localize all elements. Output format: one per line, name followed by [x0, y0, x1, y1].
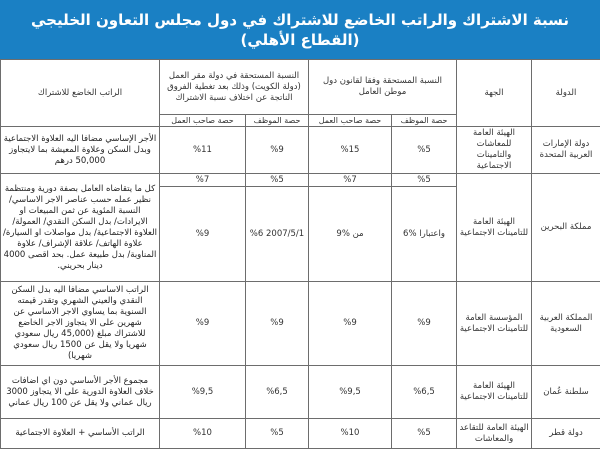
header-kuwait-rate: النسبة المستحقة في دولة مقر العمل (دولة الكويت) وذلك بعد تغطية الفروق الناتجة عن اختلاف نسبة الاشتراك	[160, 60, 309, 115]
country-cell: دولة قطر	[532, 419, 600, 449]
entity-cell: الهيئة العامة للتامينات الاجتماعية	[457, 174, 532, 282]
table-row	[1, 127, 600, 174]
table-row	[1, 419, 600, 449]
title-line-1: نسبة الاشتراك والراتب الخاضع للاشتراك في دول مجلس التعاون الخليجي	[31, 10, 569, 30]
header-salary: الراتب الخاضع للاشتراك	[1, 60, 160, 127]
entity-cell: المؤسسة العامة للتامينات الاجتماعية	[457, 282, 532, 366]
header-kw-employee: حصة الموظف	[246, 115, 309, 127]
country-cell: دولة الإمارات العربية المتحدة	[532, 127, 600, 174]
entity-cell: الهيئة العامة للتقاعد والمعاشات	[457, 419, 532, 449]
home-employee-cell: %6,5	[392, 366, 457, 419]
salary-cell: كل ما يتقاضاه العامل بصفة دورية ومنتظمة نظير عمله حسب عناصر الاجر الاساسي/ النسبة المئوية عن ثمن المبيعات او الايرادات/ بدل السكن النقدي/ العمولة/ العلاوة الاجتماعية/ بدل مواصلات او السيارة/ علاوة الهاتف/ علاقة الإشراف/ علاوة المناوبة/ بدل طبيعة عمل. بحد اقصى 4000 دينار بحريني.	[1, 174, 160, 282]
header-country: الدولة	[532, 60, 600, 127]
kw-employer-cell: %9,5	[160, 366, 246, 419]
kw-employee-cell: %5	[246, 174, 309, 187]
home-employee-cell: %5	[392, 174, 457, 187]
kw-employee-cell: %5	[246, 419, 309, 449]
kw-employer-cell: %9	[160, 282, 246, 366]
home-employee-cell: %5	[392, 127, 457, 174]
kw-employee-cell: %6,5	[246, 366, 309, 419]
header-kw-employer: حصة صاحب العمل	[160, 115, 246, 127]
header-home-employer: حصة صاحب العمل	[309, 115, 392, 127]
contribution-table	[0, 59, 600, 449]
home-employee-cell: %5	[392, 419, 457, 449]
country-cell: المملكة العربية السعودية	[532, 282, 600, 366]
entity-cell: الهيئة العامة للتامينات الاجتماعية	[457, 366, 532, 419]
home-employee-cell: واعتبارا %6	[392, 187, 457, 282]
table-row	[1, 174, 600, 187]
kw-employee-cell: %9	[246, 282, 309, 366]
country-cell: سلطنة عُمان	[532, 366, 600, 419]
header-home-employee: حصة الموظف	[392, 115, 457, 127]
salary-cell: الراتب الأساسي + العلاوة الاجتماعية	[1, 419, 160, 449]
home-employer-cell: %9	[309, 282, 392, 366]
salary-cell: الراتب الاساسي مضافا اليه بدل السكن النقدي والعيني الشهري وتقدر قيمته السنوية بما يساوي الاجر الاساسي عن شهرين على الا يتجاوز الاجر الخاضع للاشتراك مبلغ (45,000 ريال سعودي شهريا ولا يقل عن 1500 ريال سعودي شهريا)	[1, 282, 160, 366]
table-row	[1, 366, 600, 419]
header-home-rate: النسبة المستحقة وفقا لقانون دول موطن العامل	[309, 60, 457, 115]
table-row	[1, 282, 600, 366]
header-entity: الجهة	[457, 60, 532, 127]
kw-employer-cell: %10	[160, 419, 246, 449]
home-employer-cell: من %9	[309, 187, 392, 282]
salary-cell: الأجر الإساسي مضافا اليه العلاوة الاجتماعية وبدل السكن وعلاوة المعيشة بما لايتجاوز 50,000 درهم	[1, 127, 160, 174]
title-line-2: (القطاع الأهلي)	[241, 30, 360, 50]
kw-employee-cell: %9	[246, 127, 309, 174]
kw-employer-cell: %11	[160, 127, 246, 174]
kw-employee-cell: 2007/5/1 %6	[246, 187, 309, 282]
home-employee-cell: %9	[392, 282, 457, 366]
entity-cell: الهيئة العامة للمعاشات والتامينات الاجتماعية	[457, 127, 532, 174]
salary-cell: مجموع الأجر الأساسي دون اي اضافات خلاف العلاوة الدورية على الا يتجاوز 3000 ريال عماني ولا يقل عن 100 ريال عماني	[1, 366, 160, 419]
home-employer-cell: %9,5	[309, 366, 392, 419]
kw-employer-cell: %9	[160, 187, 246, 282]
kw-employer-cell: %7	[160, 174, 246, 187]
page-title	[0, 0, 600, 59]
country-cell: مملكة البحرين	[532, 174, 600, 282]
home-employer-cell: %10	[309, 419, 392, 449]
home-employer-cell: %7	[309, 174, 392, 187]
home-employer-cell: %15	[309, 127, 392, 174]
